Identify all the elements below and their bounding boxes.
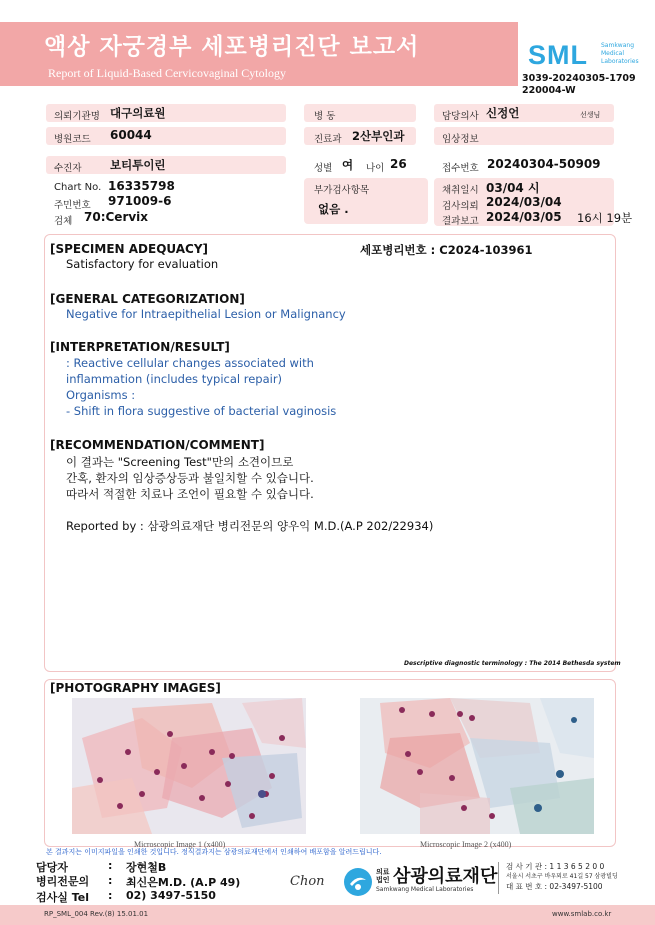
age-label: 나이 bbox=[366, 163, 385, 174]
logo-text: SML bbox=[528, 40, 588, 70]
pathologist-label: 병리전문의 bbox=[36, 875, 90, 888]
general-text: Negative for Intraepithelial Lesion or Malignancy bbox=[66, 307, 346, 321]
signature: Chon bbox=[290, 874, 325, 889]
interpretation-line: - Shift in flora suggestive of bacterial vaginosis bbox=[66, 404, 337, 418]
interpretation-line: Organisms : bbox=[66, 388, 136, 402]
print-warning: 본 결과지는 이미지파일을 인쇄한 것입니다. 정식결과지는 삼광의료재단에서 인쇄하여 배포함을 알려드립니다. bbox=[46, 848, 382, 856]
adequacy-text: Satisfactory for evaluation bbox=[66, 257, 219, 271]
interpretation-line: : Reactive cellular changes associated with bbox=[66, 356, 314, 370]
dept-label: 진료과 bbox=[314, 134, 342, 145]
staff-label: 담당자 bbox=[36, 861, 68, 874]
colon: : bbox=[108, 874, 113, 887]
accession-label: 접수번호 bbox=[442, 163, 479, 174]
image-1-caption: Microscopic Image 1 (x400) bbox=[134, 840, 226, 849]
institution-label: 의뢰기관명 bbox=[54, 111, 100, 122]
foundation-name: 삼광의료재단 bbox=[393, 866, 498, 887]
microscopic-image-2 bbox=[360, 698, 594, 834]
age-value: 26 bbox=[390, 157, 407, 171]
chart-value: 16335798 bbox=[108, 179, 175, 193]
doctor-label: 담당의사 bbox=[442, 111, 479, 122]
cytology-number: 세포병리번호 : C2024-103961 bbox=[360, 243, 533, 257]
ward-label: 병 동 bbox=[314, 111, 336, 122]
pathologist-value: 최신은M.D. (A.P 49) bbox=[126, 876, 241, 889]
sex-label: 성별 bbox=[314, 163, 333, 174]
specimen-value: 70:Cervix bbox=[84, 210, 149, 224]
image-2-caption: Microscopic Image 2 (x400) bbox=[420, 840, 512, 849]
result-time: 16시 19분 bbox=[577, 211, 633, 225]
adequacy-heading: [SPECIMEN ADEQUACY] bbox=[50, 242, 209, 256]
colon: : bbox=[108, 859, 113, 872]
doctor-suffix: 선생님 bbox=[580, 111, 601, 119]
report-title: 액상 자궁경부 세포병리진단 보고서 bbox=[44, 34, 420, 60]
examinee-row bbox=[46, 156, 286, 174]
request-label: 검사의뢰 bbox=[442, 201, 479, 212]
interpretation-heading: [INTERPRETATION/RESULT] bbox=[50, 340, 230, 354]
recommendation-line: 간혹, 환자의 임상증상등과 불일치할 수 있습니다. bbox=[66, 471, 314, 485]
clinical-label: 임상정보 bbox=[442, 134, 479, 145]
tel-value: 02) 3497-5150 bbox=[126, 889, 216, 902]
extra-tests-label: 부가검사항목 bbox=[314, 185, 370, 196]
bethesda-note: Descriptive diagnostic terminology : The 2014 Bethesda system bbox=[404, 660, 621, 667]
extra-tests-value: 없음 . bbox=[318, 202, 349, 216]
accession-value: 20240304-50909 bbox=[487, 157, 601, 171]
doctor-value: 신정언 bbox=[486, 106, 520, 120]
hospital-code-value: 60044 bbox=[110, 128, 152, 142]
tel-label: 검사실 Tel bbox=[36, 891, 89, 904]
form-number: RP_SML_004 Rev.(8) 15.01.01 bbox=[44, 910, 149, 918]
report-subtitle: Report of Liquid-Based Cervicovaginal Cytology bbox=[48, 66, 286, 80]
hospital-code-label: 병원코드 bbox=[54, 134, 91, 145]
interpretation-line: inflammation (includes typical repair) bbox=[66, 372, 283, 386]
sex-value: 여 bbox=[342, 158, 354, 172]
website: www.smlab.co.kr bbox=[552, 910, 612, 918]
id-value: 971009-6 bbox=[108, 194, 172, 208]
foundation-logo-icon bbox=[344, 868, 372, 896]
recommendation-line: 따라서 적절한 치료나 조언이 필요할 수 있습니다. bbox=[66, 487, 314, 501]
request-value: 2024/03/04 bbox=[486, 195, 562, 209]
specimen-label: 검체 bbox=[54, 216, 73, 227]
institution-value: 대구의료원 bbox=[110, 106, 166, 120]
microscopic-image-1 bbox=[72, 698, 306, 834]
sml-logo bbox=[528, 40, 638, 70]
footer-divider bbox=[498, 862, 499, 894]
id-label: 주민번호 bbox=[54, 200, 91, 211]
foundation-tag: 의료 법인 bbox=[376, 868, 390, 884]
result-value: 2024/03/05 bbox=[486, 210, 562, 224]
staff-value: 장현철B bbox=[126, 861, 167, 874]
general-heading: [GENERAL CATEGORIZATION] bbox=[50, 292, 245, 306]
chart-label: Chart No. bbox=[54, 182, 102, 193]
lab-address: 검 사 기 관 : 1 1 3 6 5 2 0 0 서울시 서초구 바우뫼로 41길 57 삼광빌딩 대 표 번 호 : 02-3497-5100 bbox=[506, 862, 618, 891]
examinee-value: 보티투이린 bbox=[110, 158, 166, 172]
result-label: 결과보고 bbox=[442, 216, 479, 227]
examinee-label: 수진자 bbox=[54, 163, 82, 174]
collect-label: 채취일시 bbox=[442, 185, 479, 196]
recommendation-line: 이 결과는 "Screening Test"만의 소견이므로 bbox=[66, 455, 294, 469]
photos-heading: [PHOTOGRAPHY IMAGES] bbox=[50, 681, 221, 695]
collect-value: 03/04 시 bbox=[486, 181, 540, 195]
recommendation-heading: [RECOMMENDATION/COMMENT] bbox=[50, 438, 265, 452]
reported-by: Reported by : 삼광의료재단 병리전문의 양우익 M.D.(A.P 202/22934) bbox=[66, 519, 434, 533]
foundation-name-en: Samkwang Medical Laboratories bbox=[376, 886, 474, 893]
colon: : bbox=[108, 889, 113, 902]
report-number: 3039-20240305-1709 220004-W bbox=[522, 73, 636, 96]
dept-value: 2산부인과 bbox=[352, 129, 405, 143]
logo-subtext: Samkwang Medical Laboratories bbox=[601, 42, 639, 65]
